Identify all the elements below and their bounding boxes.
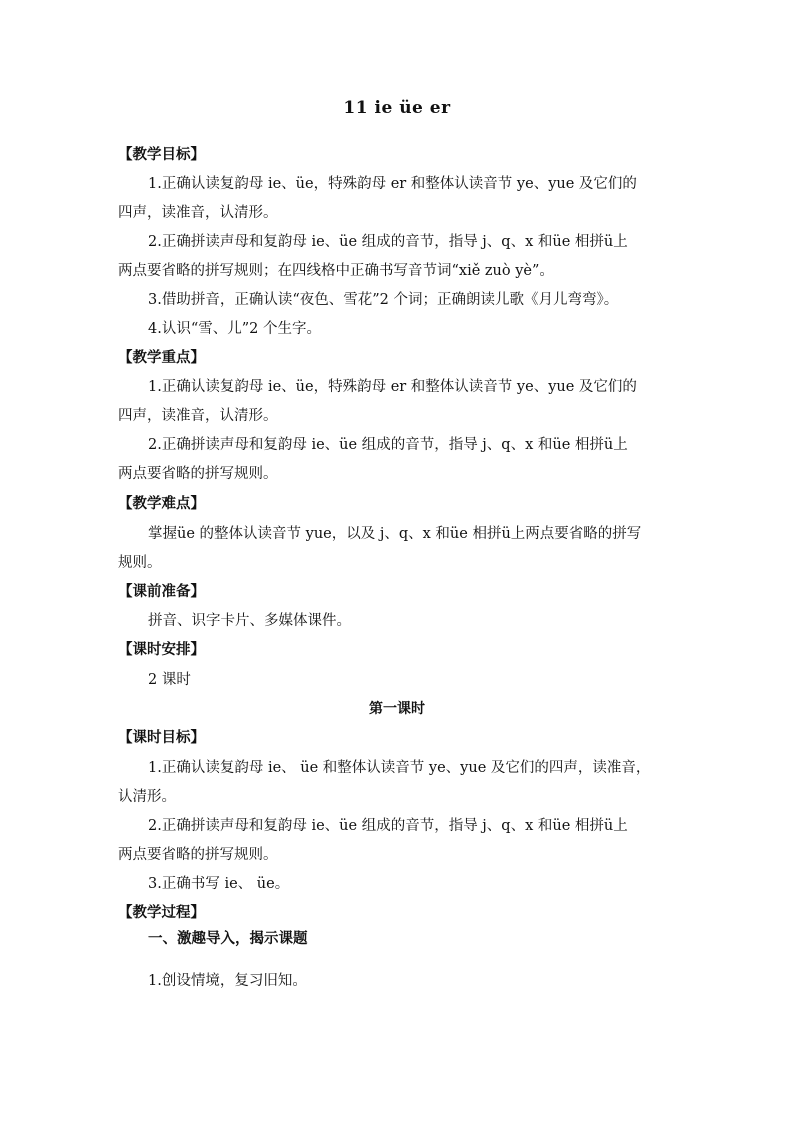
- preparation-text: 拼音、识字卡片、多媒体课件。: [148, 613, 351, 629]
- focus-1-line-a: 1.正确认读复韵母 ie、üe，特殊韵母 er 和整体认读音节 ye、yue 及它们的: [148, 379, 637, 395]
- lesson-goal-2-line-a: 2.正确拼读声母和复韵母 ie、üe 组成的音节，指导 j、q、x 和üe 相拼ü上: [148, 818, 628, 834]
- heading-teaching-goals: 【教学目标】: [118, 146, 205, 163]
- focus-1-line-b: 四声，读准音，认清形。: [118, 408, 278, 424]
- schedule-text: 2 课时: [148, 672, 191, 688]
- lesson-goal-1-line-a: 1.正确认读复韵母 ie、 üe 和整体认读音节 ye、yue 及它们的四声，读准音，: [148, 760, 651, 776]
- lesson-one-title: 第一课时: [369, 701, 425, 717]
- lesson-title: 11 ie üe er: [343, 98, 451, 118]
- difficulty-line-a: 掌握üe 的整体认读音节 yue，以及 j、q、x 和üe 相拼ü上两点要省略的拼写: [148, 526, 642, 542]
- heading-teaching-difficulty: 【教学难点】: [118, 495, 205, 512]
- difficulty-line-b: 规则。: [118, 555, 162, 571]
- heading-lesson-goals: 【课时目标】: [118, 729, 205, 746]
- goal-2-line-b: 两点要省略的拼写规则；在四线格中正确书写音节词“xiě zuò yè”。: [118, 263, 554, 279]
- process-step-1: 1.创设情境，复习旧知。: [148, 973, 307, 989]
- heading-teaching-process: 【教学过程】: [118, 904, 205, 921]
- focus-2-line-b: 两点要省略的拼写规则。: [118, 466, 278, 482]
- heading-schedule: 【课时安排】: [118, 641, 205, 658]
- goal-1-line-b: 四声，读准音，认清形。: [118, 205, 278, 221]
- heading-preparation: 【课前准备】: [118, 583, 205, 600]
- focus-2-line-a: 2.正确拼读声母和复韵母 ie、üe 组成的音节，指导 j、q、x 和üe 相拼ü上: [148, 437, 628, 453]
- heading-teaching-focus: 【教学重点】: [118, 349, 205, 366]
- goal-3: 3.借助拼音，正确认读“夜色、雪花”2 个词；正确朗读儿歌《月儿弯弯》。: [148, 292, 619, 308]
- process-part-1-heading: 一、激趣导入，揭示课题: [148, 930, 308, 947]
- goal-4: 4.认识“雪、儿”2 个生字。: [148, 321, 321, 337]
- lesson-goal-2-line-b: 两点要省略的拼写规则。: [118, 847, 278, 863]
- goal-1-line-a: 1.正确认读复韵母 ie、üe，特殊韵母 er 和整体认读音节 ye、yue 及它们的: [148, 176, 637, 192]
- lesson-goal-1-line-b: 认清形。: [118, 789, 176, 805]
- goal-2-line-a: 2.正确拼读声母和复韵母 ie、üe 组成的音节，指导 j、q、x 和üe 相拼ü上: [148, 234, 628, 250]
- lesson-goal-3: 3.正确书写 ie、 üe。: [148, 876, 290, 892]
